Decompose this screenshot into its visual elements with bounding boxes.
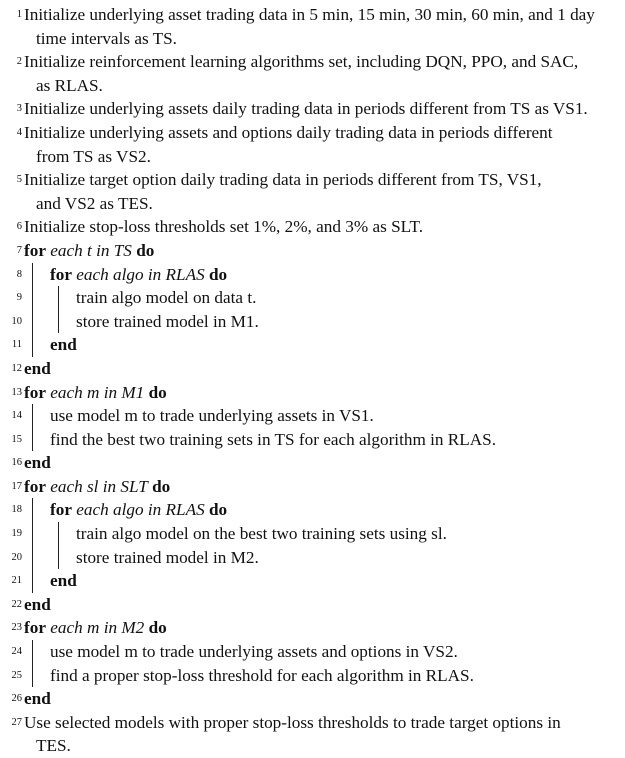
line-number: 25	[11, 669, 22, 681]
algo-line-16	[0, 451, 625, 475]
line-text: store trained model in M1.	[76, 311, 259, 331]
keyword-do: do	[148, 618, 167, 638]
algo-line-11	[0, 333, 625, 357]
for-block-m1	[0, 381, 625, 475]
line-continuation: from TS as VS2.	[36, 146, 151, 166]
algo-line-4	[0, 121, 625, 168]
keyword-for: for	[24, 382, 46, 402]
algo-line-23	[0, 616, 625, 640]
line-number: 9	[16, 292, 22, 304]
line-continuation: as RLAS.	[36, 75, 103, 95]
line-text: Initialize underlying asset trading data in 5 min, 15 min, 30 min, 60 min, and 1 day	[24, 5, 595, 24]
line-number: 19	[11, 528, 22, 540]
keyword-do: do	[208, 500, 228, 520]
loop-condition: each algo in RLAS	[76, 500, 205, 520]
line-text: Initialize stop-loss thresholds set 1%, 2%, and 3% as SLT.	[24, 217, 424, 237]
line-text: find the best two training sets in TS for each algorithm in RLAS.	[50, 429, 497, 449]
keyword-end: end	[24, 594, 51, 614]
line-number: 11	[11, 339, 22, 351]
line-number: 13	[11, 386, 22, 398]
line-continuation: time intervals as TS.	[36, 28, 177, 48]
line-text: store trained model in M2.	[76, 547, 259, 567]
keyword-for: for	[50, 264, 72, 284]
algo-line-26	[0, 687, 625, 711]
loop-condition: each m in M1	[50, 382, 145, 402]
line-number: 17	[11, 480, 22, 492]
line-number: 10	[11, 315, 22, 327]
line-number: 12	[11, 362, 22, 374]
algo-line-17	[0, 475, 625, 499]
line-continuation: and VS2 as TES.	[36, 193, 153, 213]
loop-condition: each m in M2	[50, 618, 145, 638]
algo-line-9	[0, 286, 625, 310]
line-number: 22	[11, 598, 22, 610]
keyword-end: end	[24, 453, 51, 473]
loop-condition: each sl in SLT	[50, 476, 148, 496]
line-number: 1	[16, 9, 22, 20]
algo-line-2	[0, 50, 625, 97]
line-text: Initialize target option daily trading data in periods different from TS, VS1,	[24, 170, 542, 190]
line-number: 5	[16, 174, 22, 186]
algo-line-8	[0, 263, 625, 287]
algo-line-18	[0, 498, 625, 522]
line-text: Initialize underlying assets daily trading data in periods different from TS as VS1.	[24, 99, 588, 119]
algo-line-14	[0, 404, 625, 428]
line-text: train algo model on the best two training sets using sl.	[76, 524, 447, 544]
line-number: 7	[16, 244, 22, 256]
line-number: 20	[11, 551, 22, 563]
algo-line-22	[0, 593, 625, 617]
keyword-for: for	[24, 476, 46, 496]
algo-line-12	[0, 357, 625, 381]
for-block-slt	[0, 475, 625, 617]
algo-line-10	[0, 310, 625, 334]
line-number: 15	[11, 433, 22, 445]
line-continuation: TES.	[36, 736, 71, 756]
algo-line-20	[0, 546, 625, 570]
line-number: 16	[11, 457, 22, 469]
keyword-for: for	[24, 618, 46, 638]
line-number: 14	[11, 410, 22, 422]
line-number: 23	[11, 622, 22, 634]
keyword-for: for	[50, 500, 72, 520]
line-number: 2	[16, 56, 22, 68]
algo-line-5	[0, 168, 625, 215]
loop-condition: each algo in RLAS	[76, 264, 205, 284]
keyword-do: do	[136, 240, 155, 260]
line-text: use model m to trade underlying assets in VS1.	[50, 406, 374, 426]
keyword-end: end	[50, 335, 77, 355]
for-block-ts	[0, 239, 625, 381]
line-number: 6	[16, 221, 22, 233]
algo-line-3	[0, 97, 625, 121]
line-number: 26	[11, 693, 22, 705]
loop-condition: each t in TS	[50, 240, 132, 260]
keyword-do: do	[208, 264, 228, 284]
algo-line-21	[0, 569, 625, 593]
for-block-m2	[0, 616, 625, 710]
algo-line-6	[0, 215, 625, 239]
algo-line-19	[0, 522, 625, 546]
keyword-for: for	[24, 240, 46, 260]
line-number: 3	[16, 103, 22, 115]
line-number: 8	[16, 268, 22, 280]
line-text: Use selected models with proper stop-loss thresholds to trade target options in	[24, 712, 561, 732]
line-number: 21	[11, 575, 22, 587]
line-text: train algo model on data t.	[76, 288, 257, 308]
keyword-end: end	[50, 571, 77, 591]
line-number: 27	[11, 716, 22, 728]
line-number: 18	[11, 504, 22, 516]
line-text: use model m to trade underlying assets and options in VS2.	[50, 642, 458, 662]
line-text: find a proper stop-loss threshold for each algorithm in RLAS.	[50, 665, 474, 685]
algo-line-24	[0, 640, 625, 664]
line-number: 4	[16, 126, 22, 138]
line-number: 24	[11, 646, 22, 658]
line-text: Initialize underlying assets and options daily trading data in periods different	[24, 122, 553, 142]
algo-line-15	[0, 428, 625, 452]
line-text: Initialize reinforcement learning algorithms set, including DQN, PPO, and SAC,	[24, 52, 579, 72]
algo-line-13	[0, 381, 625, 405]
algo-line-7	[0, 239, 625, 263]
keyword-do: do	[152, 476, 171, 496]
keyword-end: end	[24, 358, 51, 378]
algo-line-1	[0, 3, 625, 50]
keyword-end: end	[24, 689, 51, 709]
keyword-do: do	[148, 382, 167, 402]
algo-line-27	[0, 711, 625, 758]
algo-line-25	[0, 664, 625, 688]
